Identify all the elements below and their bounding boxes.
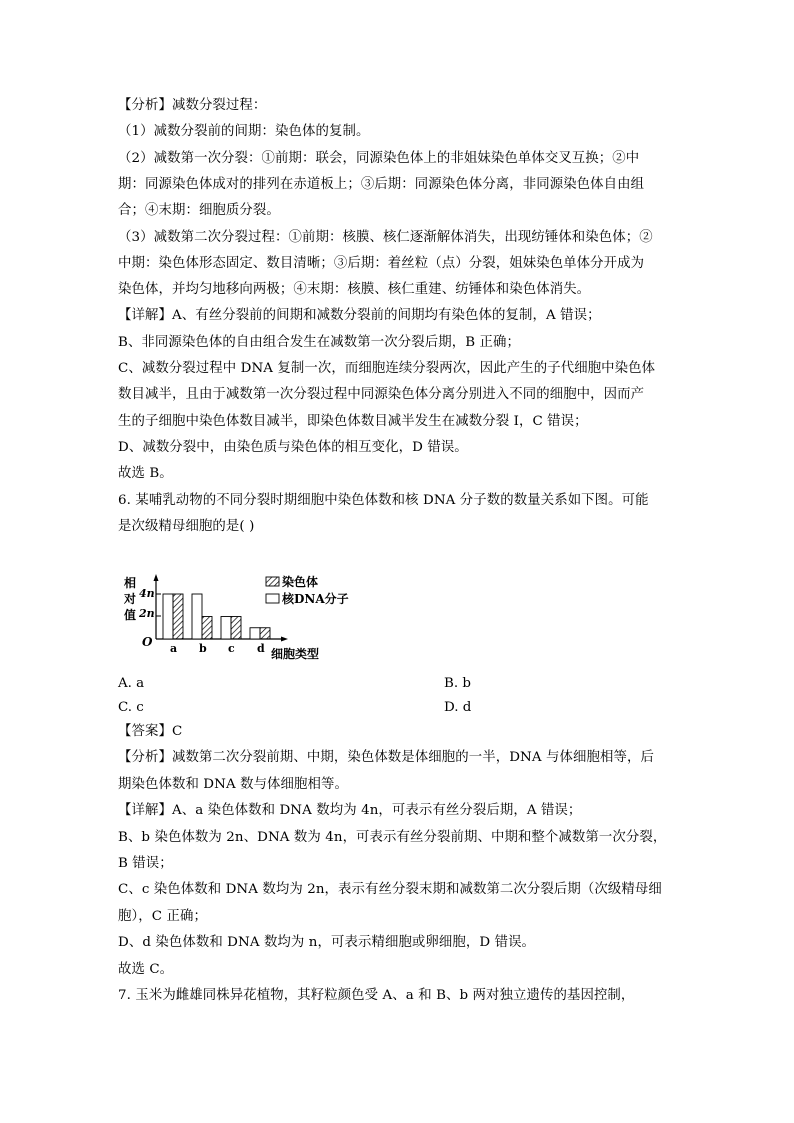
x-axis-label: 细胞类型 bbox=[271, 647, 320, 661]
y-axis-label-3: 值 bbox=[124, 608, 137, 622]
legend-swatch-dna bbox=[266, 594, 279, 603]
text-line: 胞），C 正确； bbox=[118, 908, 207, 924]
bar-chart bbox=[118, 572, 378, 664]
option-a: A. a bbox=[118, 676, 145, 691]
text-line: 故选 B。 bbox=[118, 466, 173, 482]
y-tick-4n: 4n bbox=[139, 587, 155, 600]
y-tick-2n: 2n bbox=[139, 607, 155, 620]
bar-b-chromosome bbox=[202, 617, 212, 640]
bar-b-dna bbox=[192, 594, 202, 639]
category-labels bbox=[170, 642, 265, 655]
text-line: B、b 染色体数为 2n、DNA 数为 4n，可表示有丝分裂前期、中期和整个减数第一次分裂， bbox=[118, 829, 667, 845]
text-line: 6. 某哺乳动物的不同分裂时期细胞中染色体数和核 DNA 分子数的数量关系如下图。可能 bbox=[118, 492, 649, 508]
origin-label: O bbox=[142, 635, 153, 649]
text-line: 【分析】减数第二次分裂前期、中期，染色体数是体细胞的一半，DNA 与体细胞相等，后 bbox=[118, 750, 654, 766]
text-line: D、d 染色体数和 DNA 数均为 n，可表示精细胞或卵细胞，D 错误。 bbox=[118, 935, 536, 951]
category-label-a: a bbox=[170, 642, 178, 655]
bar-d-dna bbox=[250, 628, 260, 639]
text-line: 是次级精母细胞的是( ) bbox=[118, 518, 255, 534]
legend-label-chromosome: 染色体 bbox=[282, 575, 319, 589]
category-label-c: c bbox=[228, 642, 235, 655]
text-line: （3）减数第二次分裂过程：①前期：核膜、核仁逐渐解体消失，出现纺锤体和染色体；② bbox=[118, 229, 653, 245]
bar-a-chromosome bbox=[173, 594, 183, 639]
text-line: （2）减数第一次分裂：①前期：联会，同源染色体上的非姐妹染色单体交叉互换；②中 bbox=[118, 150, 640, 166]
text-line: 7. 玉米为雌雄同株异花植物，其籽粒颜色受 A、a 和 B、b 两对独立遗传的基因控制， bbox=[118, 988, 635, 1003]
text-line: 期染色体数和 DNA 数与体细胞相等。 bbox=[118, 776, 349, 792]
text-line: 生的子细胞中染色体数目减半，即染色体数目减半发生在减数分裂 I，C 错误； bbox=[118, 413, 588, 429]
bar-d-chromosome bbox=[260, 628, 270, 639]
text-line: 数目减半，且由于减数第一次分裂过程中同源染色体分离分别进入不同的细胞中，因而产 bbox=[118, 387, 645, 403]
bar-c-chromosome bbox=[231, 617, 241, 640]
option-b: B. b bbox=[444, 676, 471, 691]
text-line: 期：同源染色体成对的排列在赤道板上；③后期：同源染色体分离，非同源染色体自由组 bbox=[118, 176, 645, 192]
text-line: 中期：染色体形态固定、数目清晰；③后期：着丝粒（点）分裂，姐妹染色单体分开成为 bbox=[118, 255, 645, 271]
legend bbox=[266, 574, 349, 606]
text-line: 【分析】减数分裂过程： bbox=[118, 98, 267, 113]
text-line: 故选 C。 bbox=[118, 961, 174, 977]
y-axis-arrow bbox=[154, 574, 159, 581]
option-d: D. d bbox=[444, 700, 472, 715]
text-line: C、减数分裂过程中 DNA 复制一次，而细胞连续分裂两次，因此产生的子代细胞中染色体 bbox=[118, 361, 656, 376]
y-axis-label-1: 相 bbox=[124, 576, 137, 590]
bars-group bbox=[163, 594, 270, 639]
text-line: D、减数分裂中，由染色质与染色体的相互变化，D 错误。 bbox=[118, 439, 468, 455]
text-line: 【详解】A、有丝分裂前的间期和减数分裂前的间期均有染色体的复制，A 错误； bbox=[118, 308, 601, 324]
text-line: 合；④末期：细胞质分裂。 bbox=[118, 203, 280, 219]
bar-c-dna bbox=[221, 617, 231, 640]
y-axis-label-2: 对 bbox=[124, 592, 137, 606]
text-line: B、非同源染色体的自由组合发生在减数第一次分裂后期，B 正确； bbox=[118, 334, 520, 350]
text-line: （1）减数分裂前的间期：染色体的复制。 bbox=[118, 124, 370, 140]
text-line: C、c 染色体数和 DNA 数均为 2n，表示有丝分裂末期和减数第二次分裂后期（次级精母细 bbox=[118, 882, 662, 898]
x-axis-arrow bbox=[281, 637, 288, 642]
text-line: B 错误； bbox=[118, 856, 173, 871]
category-label-b: b bbox=[199, 642, 207, 655]
option-c: C. c bbox=[118, 700, 144, 715]
text-line: 【详解】A、a 染色体数和 DNA 数均为 4n，可表示有丝分裂后期，A 错误； bbox=[118, 803, 582, 819]
legend-label-dna: 核DNA分子 bbox=[282, 592, 349, 606]
text-line: 【答案】C bbox=[118, 724, 183, 739]
legend-swatch-chromosome bbox=[266, 577, 279, 586]
text-line: 染色体，并均匀地移向两极；④末期：核膜、核仁重建、纺锤体和染色体消失。 bbox=[118, 282, 591, 298]
category-label-d: d bbox=[257, 642, 265, 655]
bar-a-dna bbox=[163, 594, 173, 639]
